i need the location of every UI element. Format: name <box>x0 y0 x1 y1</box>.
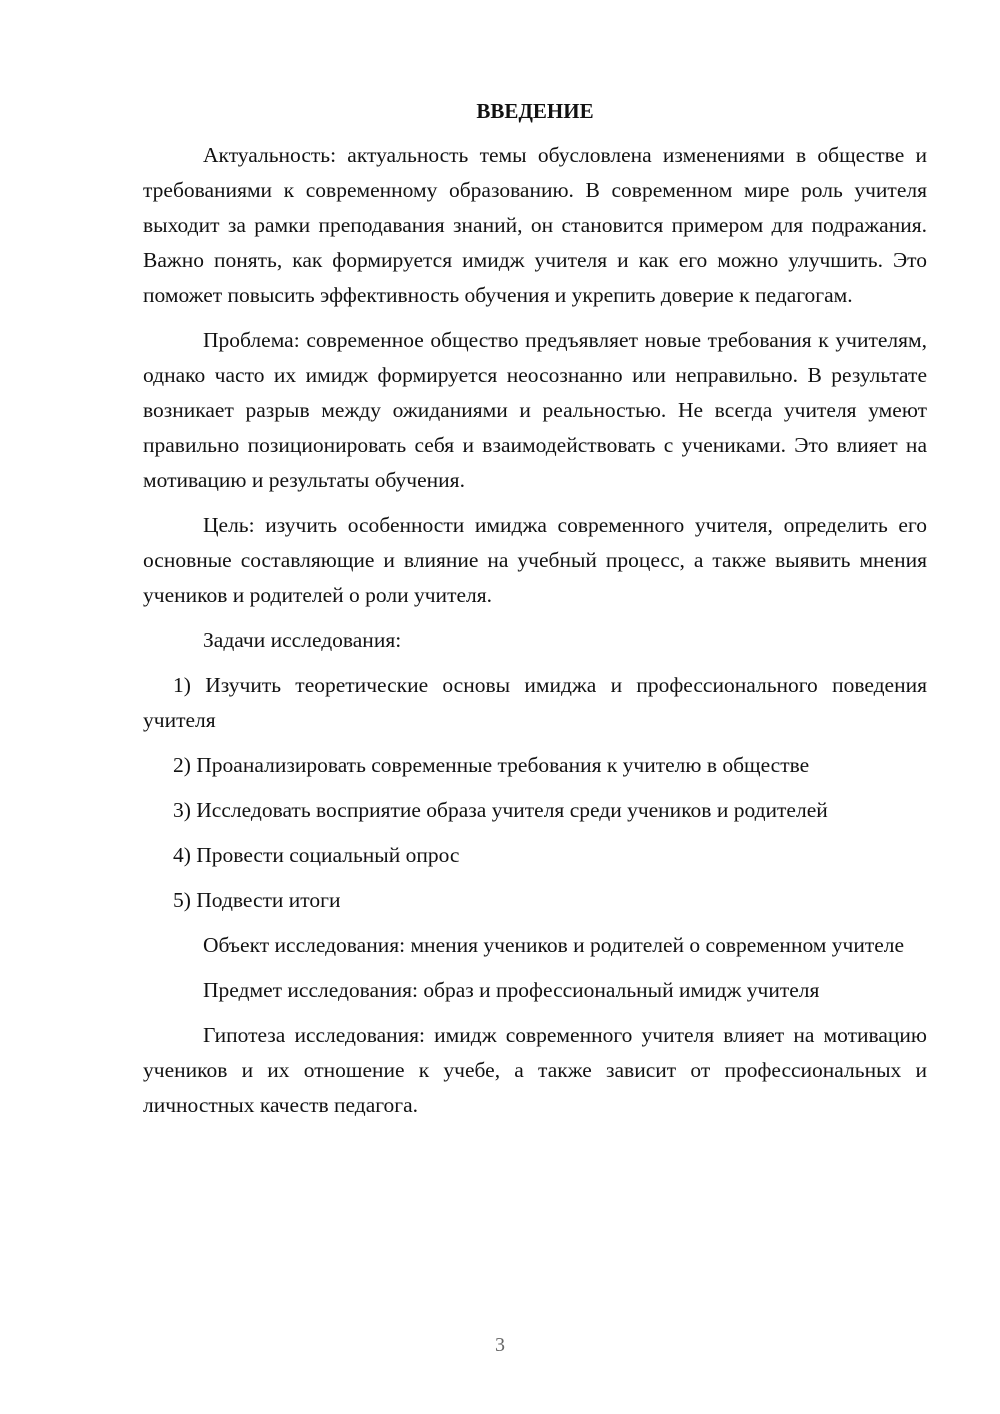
paragraph-object: Объект исследования: мнения учеников и родителей о современном учителе <box>203 933 905 957</box>
task-item-1: 1) Изучить теоретические основы имиджа и профессионального поведения учителя <box>143 673 927 732</box>
paragraph-hypothesis: Гипотеза исследования: имидж современного учителя влияет на мотивацию учеников и их отношение к учебе, а также зависит от профессиональных и личностных качеств педагога. <box>143 1023 927 1117</box>
page-number: 3 <box>495 1334 505 1356</box>
paragraph-goal: Цель: изучить особенности имиджа современного учителя, определить его основные составляющие и влияние на учебный процесс, а также выявить мнения учеников и родителей о роли учителя. <box>143 513 927 607</box>
task-item-3: 3) Исследовать восприятие образа учителя среди учеников и родителей <box>173 798 828 822</box>
tasks-heading: Задачи исследования: <box>203 628 402 652</box>
paragraph-relevance: Актуальность: актуальность темы обусловлена изменениями в обществе и требованиями к современному образованию. В современном мире роль учителя выходит за рамки преподавания знаний, он становится примером для подражания. Важно понять, как формируется имидж учителя и как его можно улучшить. Это поможет повысить эффективность обучения и укрепить доверие к педагогам. <box>143 143 927 307</box>
tasks-list <box>143 668 927 918</box>
task-item-4: 4) Провести социальный опрос <box>173 843 460 867</box>
task-item-5: 5) Подвести итоги <box>173 888 341 912</box>
paragraph-subject: Предмет исследования: образ и профессиональный имидж учителя <box>203 978 820 1002</box>
task-item-2: 2) Проанализировать современные требования к учителю в обществе <box>173 753 810 777</box>
document-page <box>143 94 927 1133</box>
paragraph-problem: Проблема: современное общество предъявляет новые требования к учителям, однако часто их имидж формируется неосознанно или неправильно. В результате возникает разрыв между ожиданиями и реальностью. Не всегда учителя умеют правильно позиционировать себя и взаимодействовать с учениками. Это влияет на мотивацию и результаты обучения. <box>143 328 927 492</box>
section-title: ВВЕДЕНИЕ <box>476 99 594 123</box>
